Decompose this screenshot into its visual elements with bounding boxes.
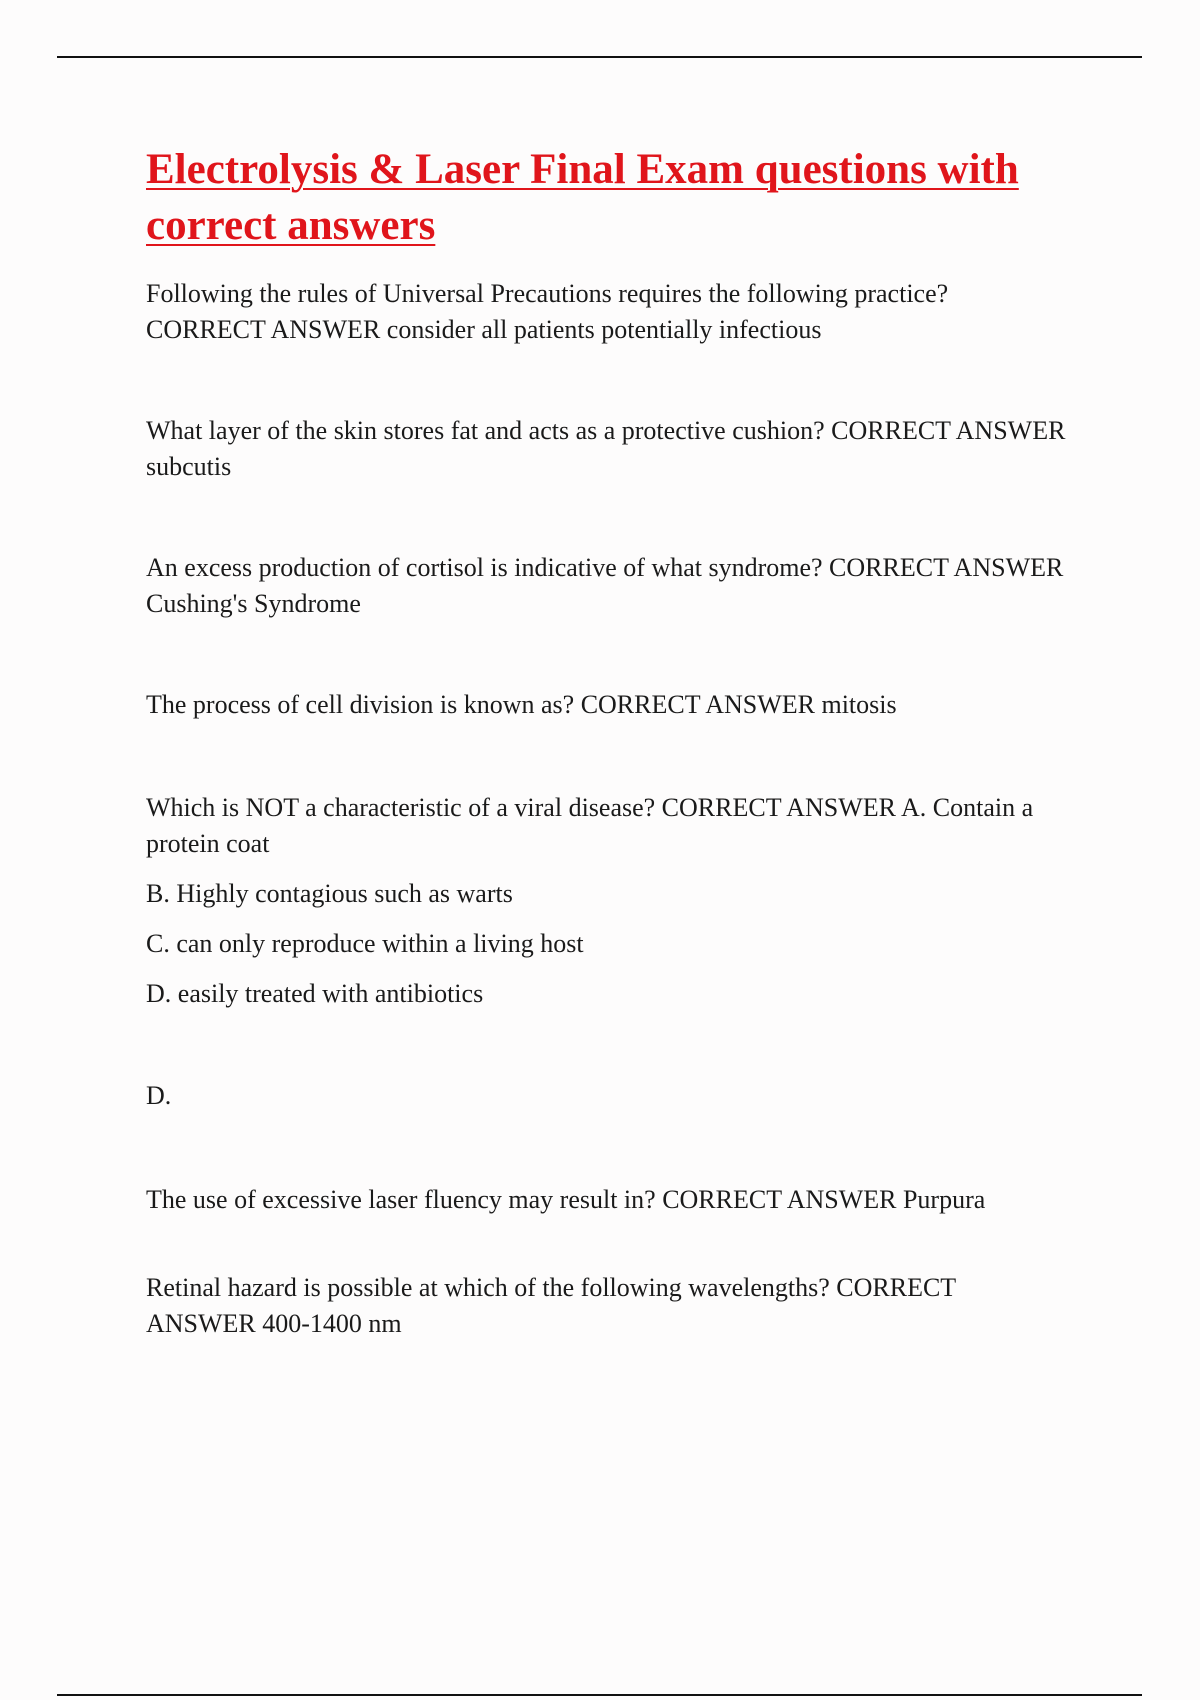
answer-option-d: D. easily treated with antibiotics [146,979,484,1008]
qa-item-7: Retinal hazard is possible at which of the following wavelengths? CORRECT ANSWER 400-1400 nm [146,1273,956,1338]
answer-option-b: B. Highly contagious such as warts [146,879,513,908]
answer-letter: D. [146,1081,172,1110]
qa-item-3: An excess production of cortisol is indicative of what syndrome? CORRECT ANSWER Cushing's Syndrome [146,553,1064,618]
qa-item-5: Which is NOT a characteristic of a viral disease? CORRECT ANSWER A. Contain a protein coat [146,793,1034,858]
footer-rule [57,1694,1142,1696]
qa-item-1: Following the rules of Universal Precautions requires the following practice? CORRECT ANSWER consider all patients potentially infectious [146,279,949,344]
qa-item-4: The process of cell division is known as? CORRECT ANSWER mitosis [146,690,897,719]
header-rule [57,56,1142,58]
qa-item-2: What layer of the skin stores fat and acts as a protective cushion? CORRECT ANSWER subcutis [146,416,1066,481]
qa-item-6: The use of excessive laser fluency may result in? CORRECT ANSWER Purpura [146,1185,986,1214]
answer-option-c: C. can only reproduce within a living host [146,929,584,958]
document-body [146,142,1066,1342]
document-title: Electrolysis & Laser Final Exam questions with correct answers [146,146,1019,249]
